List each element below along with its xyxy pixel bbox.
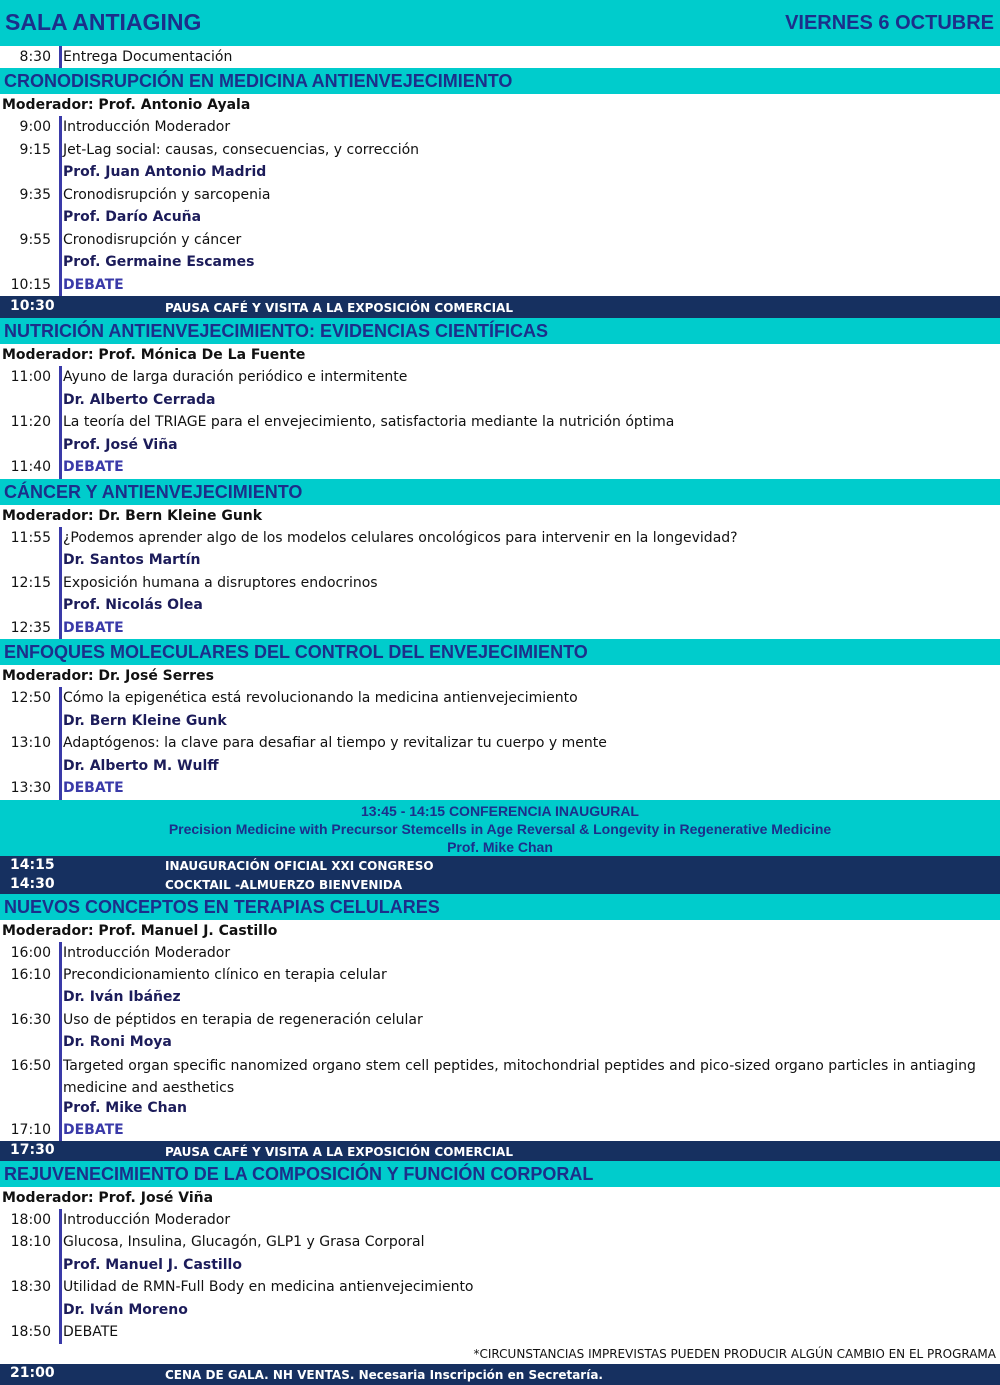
inauguration-block — [0, 856, 1000, 894]
schedule-row — [0, 1053, 1000, 1097]
talk-title: Introducción Moderador — [63, 1211, 231, 1228]
session-rejuvenecimiento — [0, 1161, 1000, 1344]
session-title: NUEVOS CONCEPTOS EN TERAPIAS CELULARES — [4, 896, 440, 917]
schedule-row — [0, 942, 1000, 964]
row-divider — [59, 411, 62, 434]
row-divider — [59, 206, 62, 229]
session-title-bar — [0, 894, 1000, 920]
gala-time: 21:00 — [10, 1364, 55, 1381]
schedule-row — [0, 116, 1000, 139]
row-divider — [59, 229, 62, 252]
row-time: 12:15 — [10, 574, 51, 591]
conf-time-title: 13:45 - 14:15 CONFERENCIA INAUGURAL — [361, 802, 639, 819]
break-label: PAUSA CAFÉ Y VISITA A LA EXPOSICIÓN COMERCIAL — [165, 301, 513, 315]
session-title-bar — [0, 1161, 1000, 1187]
row-divider — [59, 710, 62, 733]
row-time: 9:15 — [19, 141, 51, 158]
row-divider — [59, 1053, 62, 1097]
speaker-name: Prof. Juan Antonio Madrid — [63, 164, 267, 181]
schedule-row — [0, 549, 1000, 572]
row-divider — [59, 1231, 62, 1254]
row-time: 17:10 — [10, 1121, 51, 1138]
moderator-row — [0, 94, 1000, 116]
conf-speaker: Prof. Mike Chan — [447, 838, 553, 855]
session-cronodisrupcion — [0, 68, 1000, 296]
row-divider — [59, 964, 62, 987]
row-time: 16:50 — [10, 1057, 51, 1074]
moderator-label: Moderador: Prof. Antonio Ayala — [2, 97, 251, 113]
speaker-name: Dr. Santos Martín — [63, 552, 201, 569]
row-divider — [59, 1031, 62, 1053]
moderator-row — [0, 665, 1000, 687]
cocktail-time: 14:30 — [10, 875, 55, 892]
row-divider — [59, 161, 62, 184]
break-time: 10:30 — [10, 298, 55, 314]
schedule-row — [0, 1031, 1000, 1053]
disclaimer-note — [0, 1344, 1000, 1364]
row-divider — [59, 116, 62, 139]
schedule-row — [0, 1321, 1000, 1344]
row-divider — [59, 687, 62, 710]
talk-title: Exposición humana a disruptores endocrinos — [63, 574, 378, 591]
schedule-row — [0, 986, 1000, 1009]
row-divider — [59, 732, 62, 755]
schedule-row — [0, 755, 1000, 778]
speaker-name: Prof. Mike Chan — [63, 1099, 187, 1116]
inauguration-time: 14:15 — [10, 856, 55, 873]
session-title: CRONODISRUPCIÓN EN MEDICINA ANTIENVEJECIMIENTO — [4, 71, 513, 91]
schedule-row — [0, 687, 1000, 710]
row-divider — [59, 184, 62, 207]
row-time: 16:30 — [10, 1011, 51, 1028]
row-time: 11:20 — [10, 414, 51, 431]
schedule-row — [0, 572, 1000, 595]
row-time: 11:55 — [10, 529, 51, 546]
schedule-row — [0, 710, 1000, 733]
talk-title: ¿Podemos aprender algo de los modelos celulares oncológicos para intervenir en la longevidad? — [63, 529, 738, 546]
schedule-row — [0, 527, 1000, 550]
talk-title: Precondicionamiento clínico en terapia celular — [63, 966, 387, 983]
talk-title: Cronodisrupción y sarcopenia — [63, 186, 271, 203]
row-divider — [59, 1097, 62, 1119]
session-title-bar — [0, 639, 1000, 665]
page-header — [0, 0, 1000, 46]
schedule-row — [0, 1097, 1000, 1119]
row-time: 18:50 — [10, 1324, 51, 1341]
schedule-row — [0, 274, 1000, 297]
session-title: ENFOQUES MOLECULARES DEL CONTROL DEL ENVEJECIMIENTO — [4, 642, 588, 662]
speaker-name: Dr. Iván Ibáñez — [63, 989, 181, 1006]
speaker-name: Dr. Bern Kleine Gunk — [63, 712, 227, 729]
talk-title: Introducción Moderador — [63, 944, 231, 961]
moderator-label: Moderador: Prof. Mónica De La Fuente — [2, 347, 306, 363]
row-divider — [59, 389, 62, 412]
row-time: 9:35 — [19, 186, 51, 203]
row-time: 11:00 — [10, 369, 51, 386]
debate-label: DEBATE — [63, 780, 124, 797]
row-time: 9:00 — [19, 119, 51, 136]
moderator-label: Moderador: Prof. Manuel J. Castillo — [2, 922, 278, 939]
session-nutricion — [0, 318, 1000, 479]
schedule-row — [0, 46, 1000, 68]
row-time: 13:10 — [10, 735, 51, 752]
moderator-label: Moderador: Prof. José Viña — [2, 1189, 214, 1206]
talk-title: Targeted organ specific nanomized organo stem cell peptides, mitochondrial peptides and pico-sized organo particles in antiaging medicine and aesthetics — [63, 1057, 976, 1096]
moderator-row — [0, 344, 1000, 366]
row-divider — [59, 1254, 62, 1277]
schedule-row — [0, 389, 1000, 412]
row-divider — [59, 986, 62, 1009]
session-title: NUTRICIÓN ANTIENVEJECIMIENTO: EVIDENCIAS CIENTÍFICAS — [4, 321, 549, 341]
row-time: 16:10 — [10, 966, 51, 983]
row-divider — [59, 527, 62, 550]
talk-title: Ayuno de larga duración periódico e intermitente — [63, 369, 408, 386]
speaker-name: Prof. Darío Acuña — [63, 209, 202, 226]
row-divider — [59, 139, 62, 162]
row-divider — [59, 1299, 62, 1322]
break-time: 17:30 — [10, 1141, 55, 1158]
schedule-row — [0, 229, 1000, 252]
talk-title: DEBATE — [63, 1324, 119, 1341]
speaker-name: Dr. Alberto Cerrada — [63, 391, 216, 408]
row-divider — [59, 755, 62, 778]
row-divider — [59, 251, 62, 274]
day-title: VIERNES 6 OCTUBRE — [785, 12, 994, 34]
schedule-row — [0, 1209, 1000, 1232]
moderator-row — [0, 505, 1000, 527]
row-time: 16:00 — [10, 944, 51, 961]
row-time: 13:30 — [10, 780, 51, 797]
talk-title: Uso de péptidos en terapia de regeneración celular — [63, 1011, 423, 1028]
speaker-name: Dr. Alberto M. Wulff — [63, 757, 219, 774]
schedule-row — [0, 1009, 1000, 1031]
break-row — [0, 1141, 1000, 1161]
debate-label: DEBATE — [63, 459, 124, 476]
conf-talk-title: Precision Medicine with Precursor Stemcells in Age Reversal & Longevity in Regenerative Medicine — [168, 820, 832, 837]
row-time: 12:35 — [10, 619, 51, 636]
row-time: 11:40 — [10, 459, 51, 476]
row-divider — [59, 274, 62, 297]
schedule-row — [0, 964, 1000, 987]
schedule-row — [0, 161, 1000, 184]
session-title-bar — [0, 318, 1000, 344]
row-time: 12:50 — [10, 690, 51, 707]
break-label: PAUSA CAFÉ Y VISITA A LA EXPOSICIÓN COMERCIAL — [165, 1144, 513, 1159]
row-divider — [59, 1209, 62, 1232]
break-row — [0, 296, 1000, 318]
row-divider — [59, 1119, 62, 1141]
row-time: 9:55 — [19, 231, 51, 248]
row-divider — [59, 549, 62, 572]
talk-title: Cronodisrupción y cáncer — [63, 231, 242, 248]
speaker-name: Dr. Roni Moya — [63, 1033, 172, 1050]
schedule-row — [0, 366, 1000, 389]
session-title-bar — [0, 479, 1000, 505]
row-divider — [59, 366, 62, 389]
schedule-row — [0, 434, 1000, 457]
row-divider — [59, 434, 62, 457]
moderator-label: Moderador: Dr. Bern Kleine Gunk — [2, 507, 263, 524]
session-enfoques — [0, 639, 1000, 800]
row-time: 18:30 — [10, 1279, 51, 1296]
schedule-row — [0, 1231, 1000, 1254]
row-divider — [59, 572, 62, 595]
debate-label: DEBATE — [63, 619, 124, 636]
talk-title: Glucosa, Insulina, Glucagón, GLP1 y Grasa Corporal — [63, 1234, 425, 1251]
disclaimer-text: *CIRCUNSTANCIAS IMPREVISTAS PUEDEN PRODUCIR ALGÚN CAMBIO EN EL PROGRAMA — [473, 1346, 996, 1361]
room-title: SALA ANTIAGING — [5, 9, 202, 35]
session-cancer — [0, 479, 1000, 640]
gala-dinner-row — [0, 1364, 1000, 1385]
row-divider — [59, 1009, 62, 1031]
row-divider — [59, 617, 62, 640]
moderator-label: Moderador: Dr. José Serres — [2, 668, 214, 684]
row-time: 8:30 — [19, 49, 51, 65]
schedule-row — [0, 411, 1000, 434]
debate-label: DEBATE — [63, 1121, 124, 1138]
row-divider — [59, 46, 62, 68]
speaker-name: Prof. José Viña — [63, 436, 178, 453]
gala-label: CENA DE GALA. NH VENTAS. Necesaria Inscripción en Secretaría. — [165, 1367, 603, 1382]
schedule-row — [0, 732, 1000, 755]
schedule-row — [0, 206, 1000, 229]
row-divider — [59, 942, 62, 964]
schedule-row — [0, 456, 1000, 479]
schedule-row — [0, 251, 1000, 274]
inauguration-label: INAUGURACIÓN OFICIAL XXI CONGRESO — [165, 858, 434, 873]
speaker-name: Prof. Nicolás Olea — [63, 597, 203, 614]
schedule-row — [0, 777, 1000, 800]
schedule-row — [0, 1119, 1000, 1141]
speaker-name: Dr. Iván Moreno — [63, 1301, 188, 1318]
talk-title: Utilidad de RMN-Full Body en medicina antienvejecimiento — [63, 1279, 474, 1296]
row-time: 18:10 — [10, 1234, 51, 1251]
talk-title: Jet-Lag social: causas, consecuencias, y corrección — [63, 141, 420, 158]
schedule-row — [0, 139, 1000, 162]
schedule-row — [0, 617, 1000, 640]
schedule-row — [0, 594, 1000, 617]
row-time: 18:00 — [10, 1211, 51, 1228]
talk-title: Cómo la epigenética está revolucionando la medicina antienvejecimiento — [63, 690, 578, 707]
debate-label: DEBATE — [63, 276, 124, 293]
schedule-row — [0, 1299, 1000, 1322]
session-title: REJUVENECIMIENTO DE LA COMPOSICIÓN Y FUNCIÓN CORPORAL — [4, 1163, 594, 1184]
speaker-name: Prof. Germaine Escames — [63, 254, 255, 271]
talk-title: La teoría del TRIAGE para el envejecimiento, satisfactoria mediante la nutrición óptima — [63, 414, 675, 431]
row-divider — [59, 594, 62, 617]
row-divider — [59, 1321, 62, 1344]
row-divider — [59, 777, 62, 800]
row-divider — [59, 456, 62, 479]
session-title: CÁNCER Y ANTIENVEJECIMIENTO — [4, 481, 303, 502]
moderator-row — [0, 1187, 1000, 1209]
row-time: 10:15 — [10, 276, 51, 293]
speaker-name: Prof. Manuel J. Castillo — [63, 1256, 242, 1273]
moderator-row — [0, 920, 1000, 942]
inaugural-conference — [0, 800, 1000, 856]
session-terapias-celulares — [0, 894, 1000, 1141]
session-title-bar — [0, 68, 1000, 94]
schedule-row — [0, 1254, 1000, 1277]
talk-title: Introducción Moderador — [63, 119, 231, 136]
talk-title: Adaptógenos: la clave para desafiar al tiempo y revitalizar tu cuerpo y mente — [63, 735, 607, 752]
schedule-row — [0, 1276, 1000, 1299]
schedule-row — [0, 184, 1000, 207]
row-divider — [59, 1276, 62, 1299]
cocktail-label: COCKTAIL -ALMUERZO BIENVENIDA — [165, 877, 403, 892]
row-text: Entrega Documentación — [63, 49, 233, 65]
